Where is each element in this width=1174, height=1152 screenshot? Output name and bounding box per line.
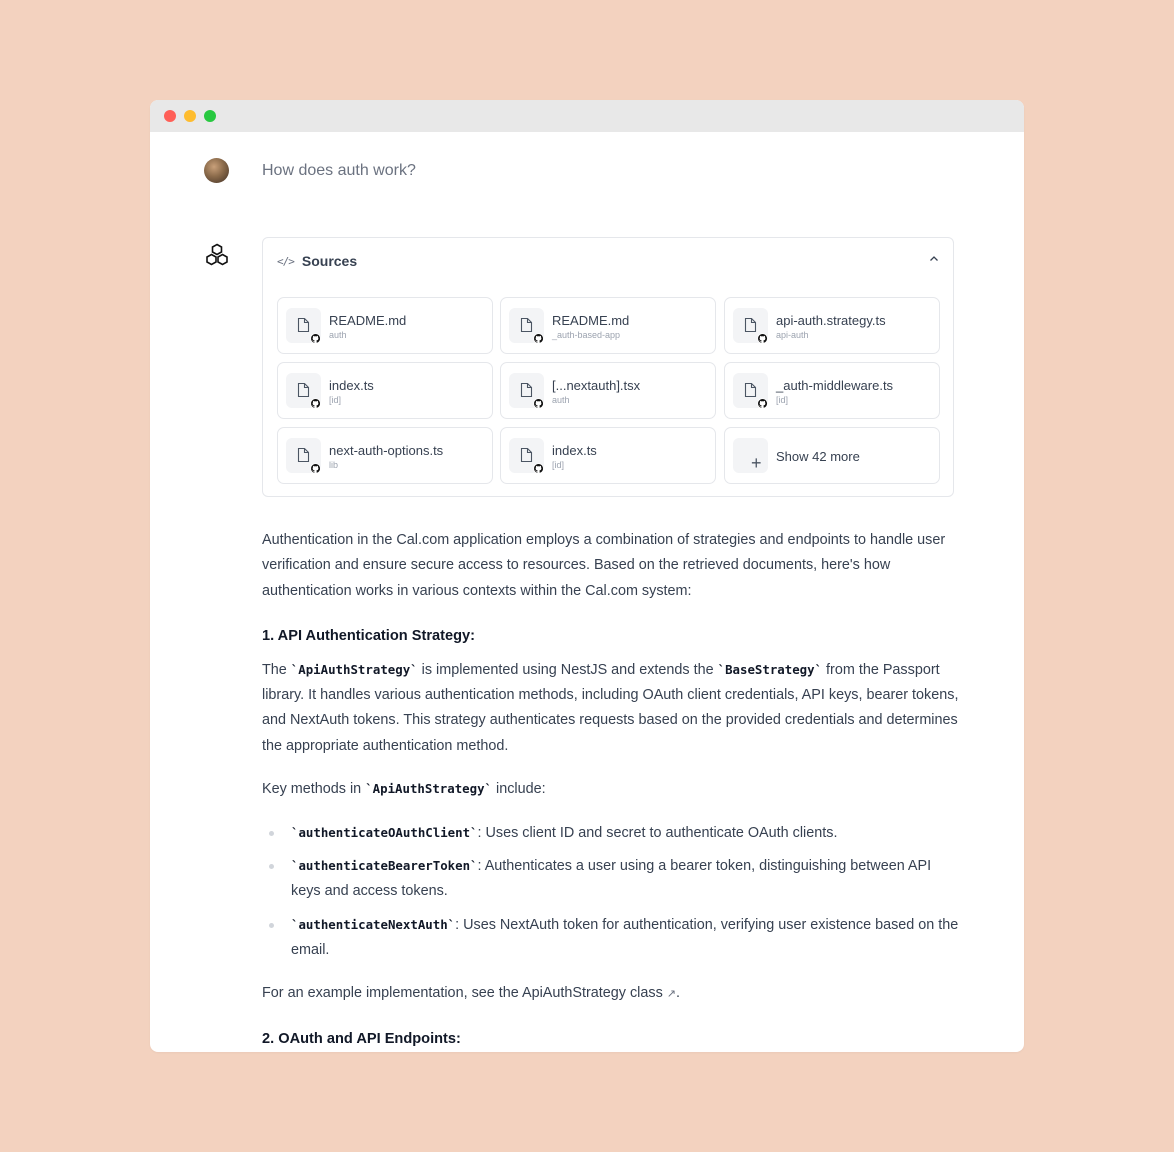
source-card[interactable] [277,427,493,484]
source-file-name: index.ts [552,443,597,458]
source-card[interactable] [277,362,493,419]
plus-icon: + [751,453,762,473]
file-icon-box [733,308,768,343]
source-card[interactable] [724,362,940,419]
inline-code: `ApiAuthStrategy` [365,781,493,797]
inline-code: `ApiAuthStrategy` [290,661,418,677]
answer-body [262,528,962,1052]
example-paragraph: For an example implementation, see the ApiAuthStrategy class ↗. [262,984,680,1001]
app-window [150,100,1024,1052]
list-item: `authenticateNextAuth`: Uses NextAuth token for authentication, verifying user existence based on the email. [262,912,962,964]
source-repo-path: api-auth [776,330,809,340]
source-file-name: [...nextauth].tsx [552,378,641,393]
file-icon-box [286,438,321,473]
external-link-icon[interactable]: ↗ [666,987,676,1000]
source-file-name: README.md [552,313,630,328]
inline-code: `BaseStrategy` [717,661,823,677]
source-repo-path: auth [329,330,347,340]
source-card[interactable] [277,297,493,354]
api-auth-strategy-link[interactable]: ApiAuthStrategy class [521,984,663,1001]
list-item: `authenticateBearerToken`: Authenticates a user using a bearer token, distinguishing between API keys and access tokens. [262,853,962,905]
methods-list [262,820,962,964]
maximize-window-button[interactable] [204,110,216,122]
source-repo-path: [id] [329,395,342,405]
source-file-name: index.ts [329,378,374,393]
user-avatar [204,158,229,183]
source-repo-path: auth [552,395,570,405]
section-heading-2: 2. OAuth and API Endpoints: [262,1031,461,1048]
user-question: How does auth work? [262,162,416,179]
file-icon-box [509,438,544,473]
list-item: `authenticateOAuthClient`: Uses client ID and secret to authenticate OAuth clients. [262,820,962,846]
source-repo-path: [id] [776,395,789,405]
section-1-paragraph: The `ApiAuthStrategy` is implemented using NestJS and extends the `BaseStrategy` from the Passport library. It handles various authentication methods, including OAuth client credentials, API keys, bearer tokens, and NextAuth tokens. This strategy authenticates requests based on the provided credentials and determines the appropriate authentication method. [262,661,959,754]
source-file-name: README.md [329,313,407,328]
source-repo-path: lib [329,460,339,470]
source-repo-path: _auth-based-app [552,330,621,340]
sources-title: Sources [301,253,358,269]
source-file-name: api-auth.strategy.ts [776,313,886,328]
show-more-label: Show 42 more [776,449,860,464]
minimize-window-button[interactable] [184,110,196,122]
source-card[interactable] [724,297,940,354]
source-file-name: _auth-middleware.ts [776,378,894,393]
section-heading-1: 1. API Authentication Strategy: [262,628,475,645]
source-file-name: next-auth-options.ts [329,443,444,458]
title-bar [150,100,1024,132]
show-more-button[interactable] [724,427,940,484]
sources-panel [262,237,954,497]
answer-intro: Authentication in the Cal.com application employs a combination of strategies and endpoints to handle user verification and ensure secure access to resources. Based on the retrieved documents, here's how authentication works in various contexts within the Cal.com system: [262,532,946,599]
source-repo-path: [id] [552,460,565,470]
close-window-button[interactable] [164,110,176,122]
plus-icon-box [733,438,768,473]
chevron-up-icon[interactable] [929,254,939,264]
source-card[interactable] [500,297,716,354]
key-methods-paragraph: Key methods in `ApiAuthStrategy` include: [262,781,546,798]
file-icon-box [733,373,768,408]
file-icon-box [286,308,321,343]
sources-header[interactable] [277,252,357,270]
file-icon-box [509,308,544,343]
file-icon-box [509,373,544,408]
code-icon: </> [277,254,294,268]
assistant-logo-icon [203,243,231,269]
source-card[interactable] [500,362,716,419]
file-icon-box [286,373,321,408]
source-card[interactable] [500,427,716,484]
